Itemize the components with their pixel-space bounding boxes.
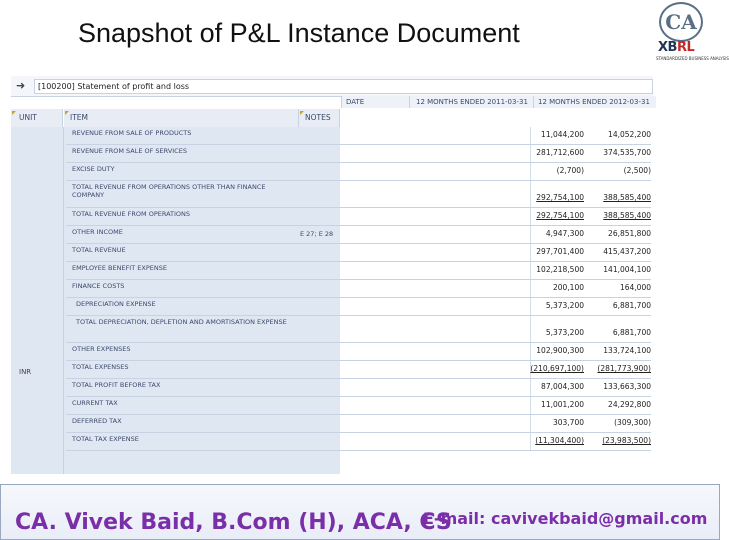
table-row[interactable]: [66, 127, 651, 145]
table-row[interactable]: [66, 298, 651, 316]
sort-marker-icon: [12, 111, 16, 115]
unit-column-header[interactable]: [11, 109, 63, 127]
statement-selector[interactable]: [100200] Statement of profit and loss: [34, 79, 653, 94]
slide-title: Snapshot of P&L Instance Document: [78, 18, 520, 48]
row-value-period-2: (281,773,900): [597, 364, 651, 373]
row-item-label: TOTAL REVENUE FROM OPERATIONS: [72, 210, 191, 218]
row-value-period-2: 374,535,700: [603, 148, 651, 157]
item-header-label: ITEM: [70, 113, 89, 122]
table-row[interactable]: [66, 262, 651, 280]
row-value-period-2: 6,881,700: [612, 328, 651, 337]
row-item-label: TOTAL PROFIT BEFORE TAX: [72, 381, 161, 389]
row-value-period-2: 26,851,800: [608, 229, 651, 238]
unit-column: [11, 127, 64, 474]
author-email[interactable]: E-mail: cavivekbaid@gmail.com: [423, 509, 708, 528]
table-row[interactable]: [66, 433, 651, 451]
notes-column-header[interactable]: [299, 109, 340, 127]
row-value-period-1: (2,700): [556, 166, 584, 175]
row-item-label: EMPLOYEE BENEFIT EXPENSE: [72, 264, 167, 272]
row-item-label: OTHER EXPENSES: [72, 345, 131, 353]
row-value-period-1: 4,947,300: [545, 229, 584, 238]
item-column-header[interactable]: [64, 109, 299, 127]
row-value-period-1: 11,001,200: [541, 400, 584, 409]
row-value-period-2: 24,292,800: [608, 400, 651, 409]
row-item-label: CURRENT TAX: [72, 399, 118, 407]
unit-value: INR: [19, 368, 32, 376]
row-value-period-1: 292,754,100: [536, 193, 584, 202]
period-1-header: 12 MONTHS ENDED 2011-03-31: [409, 96, 534, 108]
row-value-period-2: 388,585,400: [603, 211, 651, 220]
row-value-period-1: 87,004,300: [541, 382, 584, 391]
table-row[interactable]: [66, 415, 651, 433]
table-row[interactable]: [66, 397, 651, 415]
row-item-label: TOTAL REVENUE FROM OPERATIONS OTHER THAN FINANCE COMPANY: [72, 183, 266, 199]
row-value-period-1: 303,700: [552, 418, 584, 427]
row-item-label: REVENUE FROM SALE OF SERVICES: [72, 147, 187, 155]
table-row[interactable]: [66, 181, 651, 208]
row-value-period-2: 133,724,100: [603, 346, 651, 355]
ca-logo-mark: CA: [659, 2, 703, 42]
table-row[interactable]: [66, 361, 651, 379]
row-value-period-1: 102,218,500: [536, 265, 584, 274]
row-item-label: REVENUE FROM SALE OF PRODUCTS: [72, 129, 192, 137]
row-value-period-1: 5,373,200: [545, 328, 584, 337]
row-value-period-1: (210,697,100): [530, 364, 584, 373]
row-item-label: EXCISE DUTY: [72, 165, 115, 173]
row-item-label: FINANCE COSTS: [72, 282, 125, 290]
row-value-period-1: 297,701,400: [536, 247, 584, 256]
row-value-period-1: 5,373,200: [545, 301, 584, 310]
xbrl-logo-text: [658, 40, 694, 55]
row-item-label: TOTAL EXPENSES: [72, 363, 129, 371]
instance-viewer-screenshot: [11, 76, 653, 474]
row-value-period-2: 14,052,200: [608, 130, 651, 139]
row-value-period-1: 200,100: [552, 283, 584, 292]
row-note[interactable]: E 27; E 28: [300, 230, 334, 238]
xbrl-text-a: XB: [658, 40, 677, 55]
row-value-period-2: 388,585,400: [603, 193, 651, 202]
row-value-period-1: 11,044,200: [541, 130, 584, 139]
xbrl-tagline: STANDARDIZED BUSINESS ANALYSIS: [656, 56, 729, 61]
arrow-right-icon[interactable]: ➜: [16, 79, 26, 92]
row-value-period-1: 281,712,600: [536, 148, 584, 157]
table-row[interactable]: [66, 163, 651, 181]
row-item-label: TOTAL DEPRECIATION, DEPLETION AND AMORTISATION EXPENSE: [76, 318, 287, 326]
table-row[interactable]: [66, 244, 651, 262]
date-header: DATE: [341, 96, 410, 108]
statement-bar: [11, 76, 653, 97]
row-item-label: TOTAL TAX EXPENSE: [72, 435, 139, 443]
table-row[interactable]: [66, 379, 651, 397]
table-row[interactable]: [66, 280, 651, 298]
sort-marker-icon: [300, 111, 304, 115]
table-row[interactable]: [66, 343, 651, 361]
row-item-label: DEFERRED TAX: [72, 417, 122, 425]
table-row[interactable]: [66, 316, 651, 343]
row-value-period-2: 133,663,300: [603, 382, 651, 391]
row-value-period-2: 141,004,100: [603, 265, 651, 274]
table-row[interactable]: [66, 145, 651, 163]
ca-xbrl-logo: [654, 0, 729, 72]
row-value-period-1: (11,304,400): [535, 436, 584, 445]
unit-header-label: UNIT: [19, 113, 37, 122]
footer-bar: [0, 484, 720, 540]
period-2-header: 12 MONTHS ENDED 2012-03-31: [533, 96, 656, 108]
row-value-period-2: 6,881,700: [612, 301, 651, 310]
table-row[interactable]: [66, 226, 651, 244]
row-item-label: OTHER INCOME: [72, 228, 123, 236]
notes-header-label: NOTES: [305, 113, 331, 122]
table-row[interactable]: [66, 208, 651, 226]
row-value-period-1: 292,754,100: [536, 211, 584, 220]
sort-marker-icon: [65, 111, 69, 115]
row-value-period-2: (23,983,500): [602, 436, 651, 445]
row-value-period-2: (2,500): [623, 166, 651, 175]
row-value-period-2: (309,300): [614, 418, 651, 427]
xbrl-text-b: RL: [676, 40, 695, 55]
row-value-period-1: 102,900,300: [536, 346, 584, 355]
author-name: CA. Vivek Baid, B.Com (H), ACA, CS: [15, 510, 452, 535]
row-item-label: DEPRECIATION EXPENSE: [76, 300, 156, 308]
row-item-label: TOTAL REVENUE: [72, 246, 126, 254]
row-value-period-2: 164,000: [619, 283, 651, 292]
row-value-period-2: 415,437,200: [603, 247, 651, 256]
